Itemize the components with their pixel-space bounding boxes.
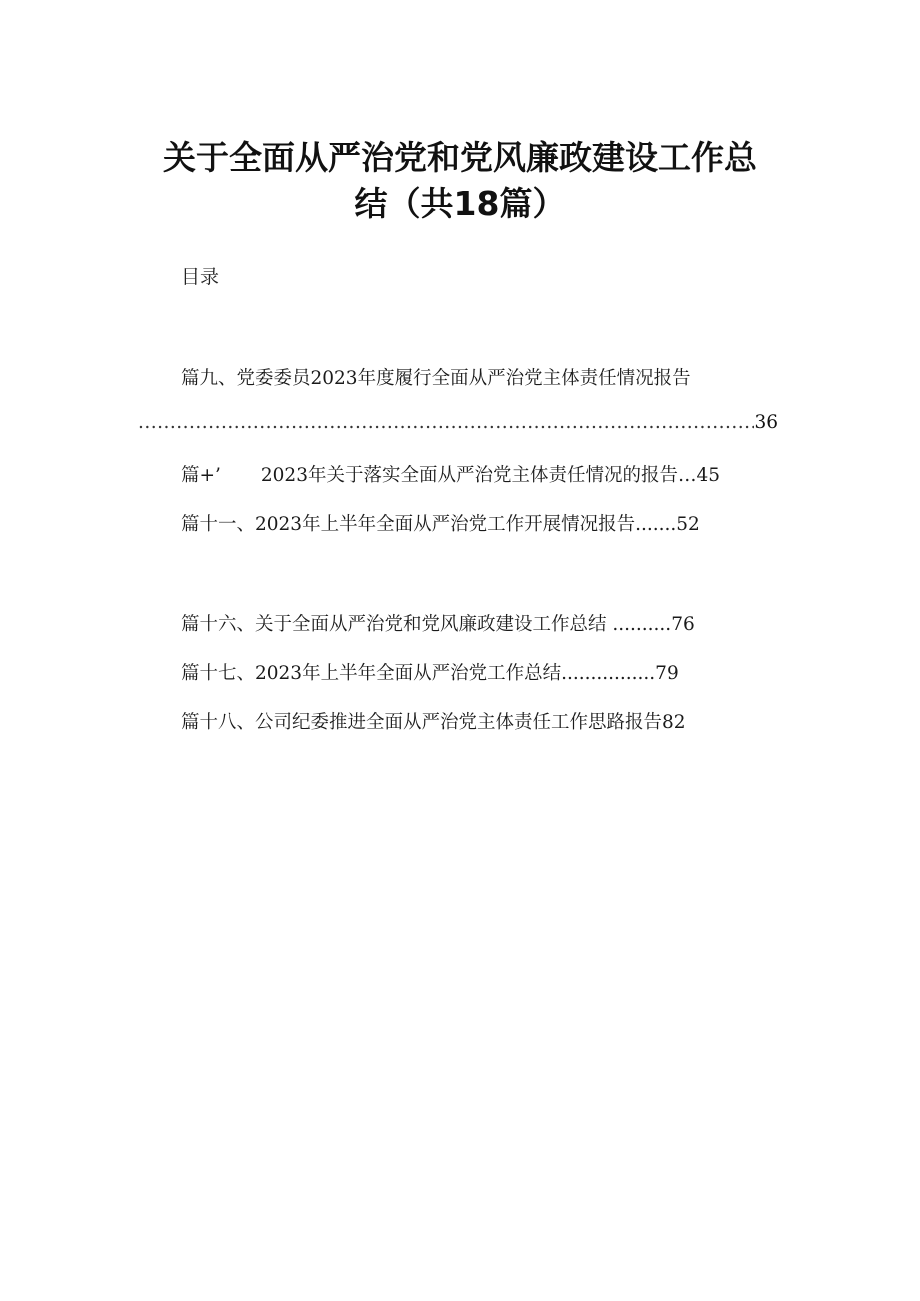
toc-entry-18[interactable]: 篇十八、公司纪委推进全面从严治党主体责任工作思路报告82: [181, 712, 686, 733]
toc-entry-10-prefix: 篇+’: [181, 465, 221, 486]
toc-entry-10[interactable]: [181, 461, 720, 487]
toc-entry-17[interactable]: 篇十七、2023年上半年全面从严治党工作总结................79: [181, 663, 679, 684]
toc-entry-10-label: 2023年关于落实全面从严治党主体责任情况的报告…45: [260, 465, 721, 486]
toc-entry-9-leader[interactable]: [138, 412, 778, 433]
toc-heading: 目录: [181, 266, 220, 288]
toc-entry-11[interactable]: 篇十一、2023年上半年全面从严治党工作开展情况报告.......52: [181, 514, 700, 535]
title-line-2: 结（共18篇）: [354, 184, 566, 223]
toc-entry-16[interactable]: 篇十六、关于全面从严治党和党风廉政建设工作总结 ..........76: [181, 614, 695, 635]
dot-leader: [138, 412, 754, 433]
toc-entry-9[interactable]: 篇九、党委委员2023年度履行全面从严治党主体责任情况报告: [181, 368, 691, 389]
document-title: [160, 135, 760, 227]
toc-entry-9-page: 36: [754, 412, 778, 433]
title-line-1: 关于全面从严治党和党风廉政建设工作总: [163, 138, 757, 177]
